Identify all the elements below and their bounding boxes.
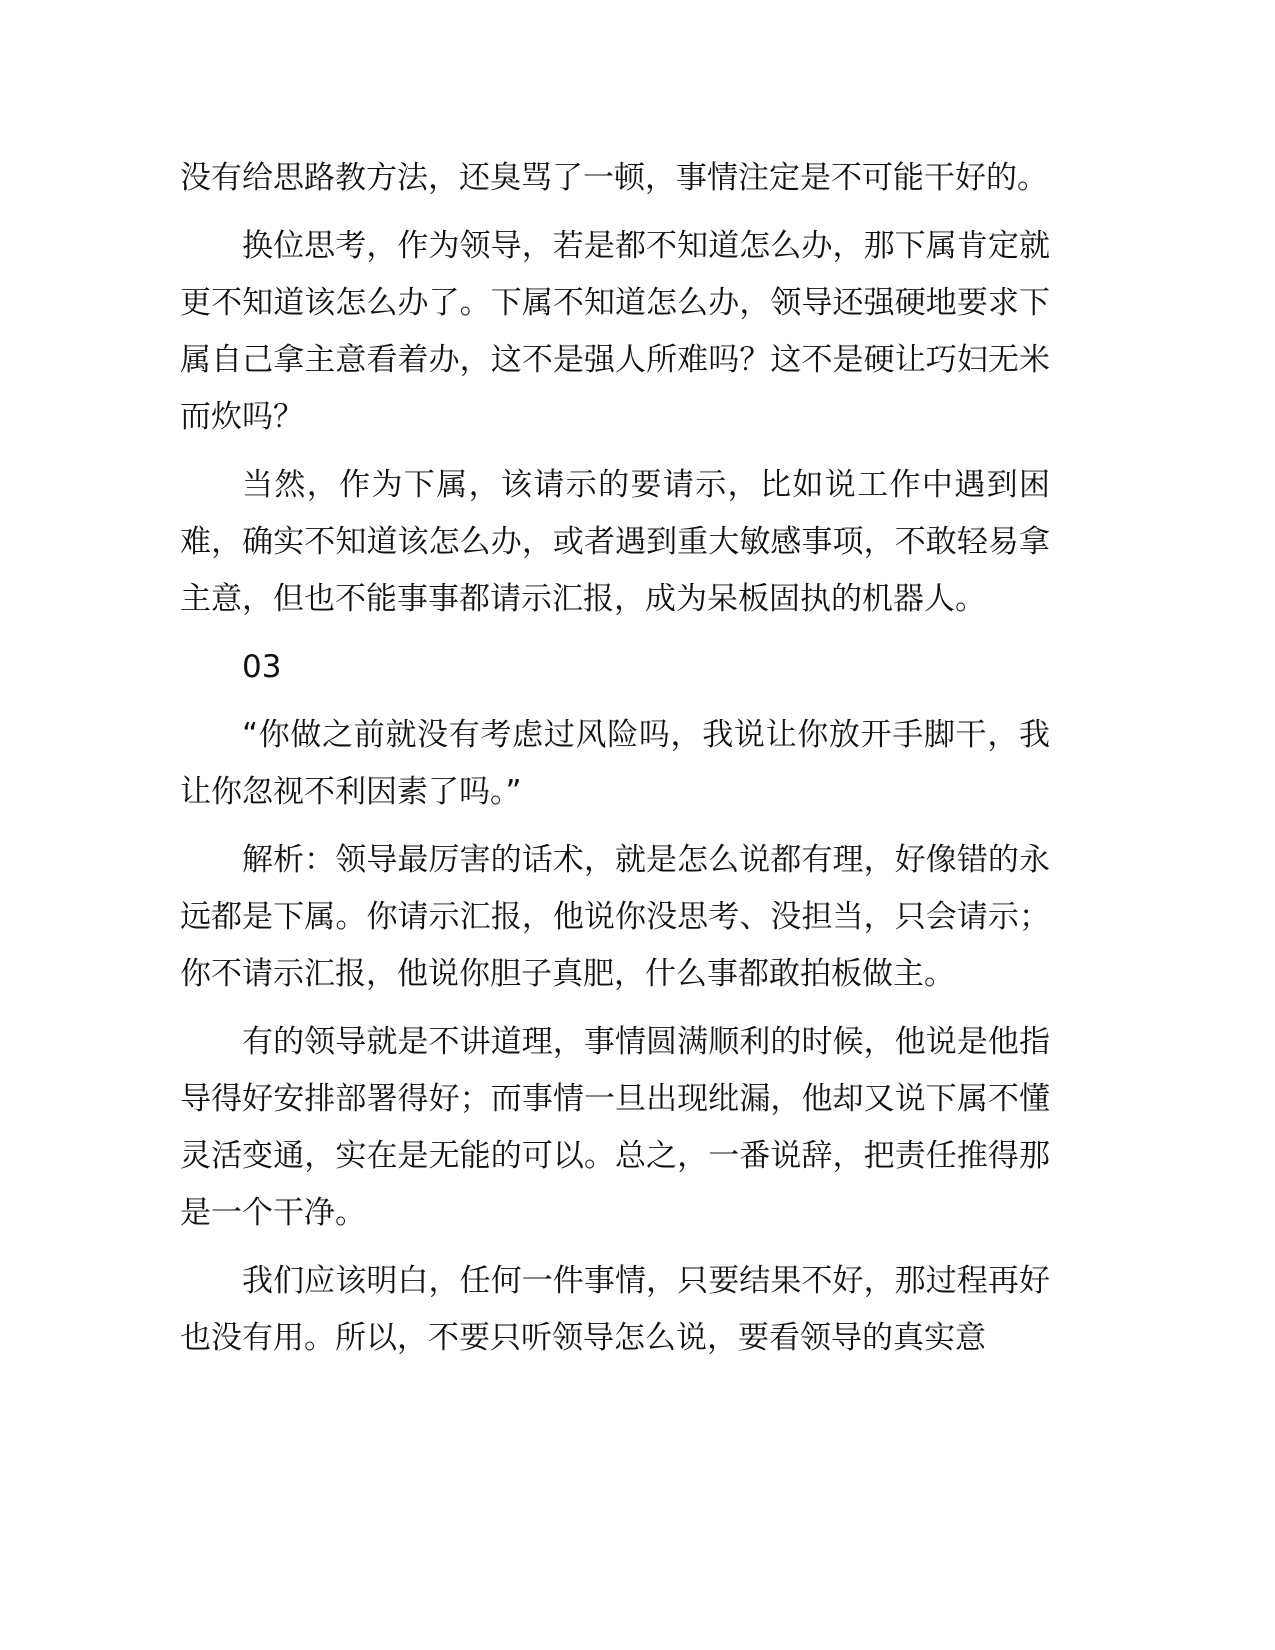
paragraph-continued: 没有给思路教方法，还臭骂了一顿，事情注定是不可能干好的。: [180, 160, 1048, 196]
quote-paragraph: “你做之前就没有考虑过风险吗，我说让你放开手脚干，我让你忽视不利因素了吗。”: [180, 717, 1050, 810]
document-body: [180, 150, 1050, 1367]
section-number: 03: [242, 649, 282, 685]
paragraph: 解析：领导最厉害的话术，就是怎么说都有理，好像错的永远都是下属。你请示汇报，他说你没思考、没担当，只会请示；你不请示汇报，他说你胆子真肥，什么事都敢拍板做主。: [180, 842, 1050, 992]
paragraph: 我们应该明白，任何一件事情，只要结果不好，那过程再好也没有用。所以，不要只听领导怎么说，要看领导的真实意: [180, 1263, 1050, 1356]
paragraph: 换位思考，作为领导，若是都不知道怎么办，那下属肯定就更不知道该怎么办了。下属不知道怎么办，领导还强硬地要求下属自己拿主意看着办，这不是强人所难吗？这不是硬让巧妇无米而炊吗？: [180, 228, 1050, 435]
paragraph: 当然，作为下属，该请示的要请示，比如说工作中遇到困难，确实不知道该怎么办，或者遇到重大敏感事项，不敢轻易拿主意，但也不能事事都请示汇报，成为呆板固执的机器人。: [180, 467, 1050, 617]
paragraph: 有的领导就是不讲道理，事情圆满顺利的时候，他说是他指导得好安排部署得好；而事情一旦出现纰漏，他却又说下属不懂灵活变通，实在是无能的可以。总之，一番说辞，把责任推得那是一个干净。: [180, 1024, 1050, 1231]
